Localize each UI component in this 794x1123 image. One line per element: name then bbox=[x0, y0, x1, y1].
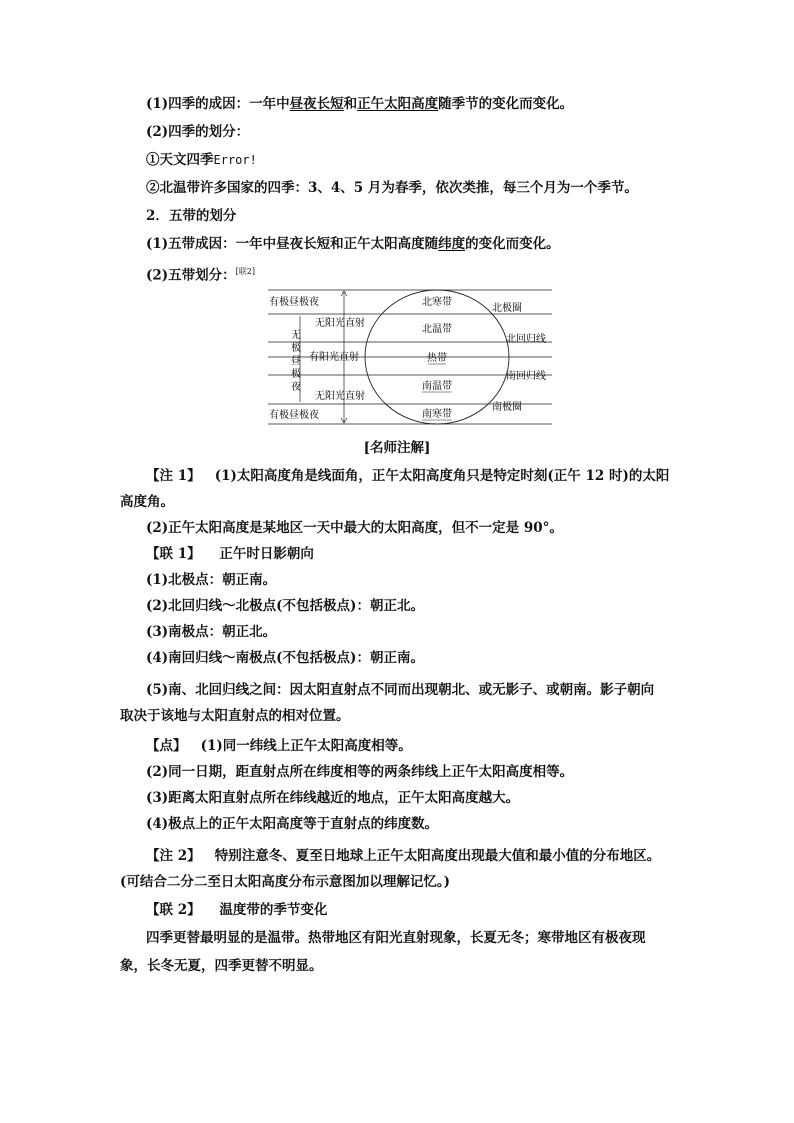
link-2-heading bbox=[146, 900, 327, 920]
link-2-text: 四季更替最明显的是温带。热带地区有阳光直射现象，长夏无冬；寒带地区有极夜现 bbox=[146, 930, 646, 946]
underlined-term: 纬度 bbox=[438, 236, 466, 252]
no-polar-day-night-vertical bbox=[291, 329, 301, 393]
note-tag: 【联 2】 bbox=[146, 902, 201, 918]
link-marker: [联2] bbox=[235, 267, 256, 276]
text-span: (1)太阳高度角是线面角，正午太阳高度角只是特定时刻(正午 12 时)的太阳 bbox=[214, 468, 670, 484]
text-span: 温度带的季节变化 bbox=[219, 902, 328, 918]
underlined-term: 昼夜长短 bbox=[289, 96, 344, 112]
north-temperate-seasons-line: ②北温带许多国家的四季：3、4、5 月为春季，依次类推，每三个月为一个季节。 bbox=[146, 180, 638, 196]
text-span: 随季节的变化而变化。 bbox=[438, 96, 574, 112]
zone-north-temperate: 北温带 bbox=[422, 324, 452, 335]
underlined-term: 正午太阳高度 bbox=[357, 96, 439, 112]
zone-tropical: 热带 bbox=[427, 353, 447, 364]
text-span: 和 bbox=[343, 96, 358, 112]
link-1-heading bbox=[146, 544, 314, 564]
text-span: (1)五带成因：一年中昼夜长短和正午太阳高度随 bbox=[146, 236, 439, 252]
five-zones-cause-line bbox=[146, 234, 560, 254]
svg-text:极: 极 bbox=[291, 369, 301, 380]
astronomical-seasons-line bbox=[146, 150, 257, 170]
text-span: (1)四季的成因：一年中 bbox=[146, 96, 290, 112]
link-1-item: (1)北极点：朝正南。 bbox=[146, 572, 277, 588]
season-cause-line bbox=[146, 94, 573, 114]
svg-text:无: 无 bbox=[291, 330, 301, 341]
point-item: (3)距离太阳直射点所在纬线越近的地点，正午太阳高度越大。 bbox=[146, 790, 520, 806]
note-2-line bbox=[146, 846, 660, 866]
zone-south-temperate: 南温带 bbox=[422, 381, 452, 392]
five-zones-heading: 2．五带的划分 bbox=[146, 208, 237, 224]
text-span: (1)同一纬线上正午太阳高度相等。 bbox=[200, 738, 412, 754]
note-tag: 【点】 bbox=[146, 738, 187, 754]
season-division-heading: (2)四季的划分： bbox=[146, 124, 250, 140]
polar-day-night-label-bottom: 有极昼极夜 bbox=[269, 410, 319, 421]
note-1-line bbox=[146, 466, 669, 486]
polar-day-night-label-top: 有极昼极夜 bbox=[269, 297, 319, 308]
note-tag: 【注 2】 bbox=[146, 848, 201, 864]
svg-text:夜: 夜 bbox=[291, 382, 301, 393]
arctic-circle-label: 北极圈 bbox=[492, 303, 522, 314]
direct-sun-label: 有阳光直射 bbox=[309, 352, 359, 363]
link-1-item: (4)南回归线～南极点(不包括极点)：朝正南。 bbox=[146, 650, 424, 666]
no-direct-sun-bottom: 无阳光直射 bbox=[315, 391, 365, 402]
point-item: (2)同一日期，距直射点所在纬度相等的两条纬线上正午太阳高度相等。 bbox=[146, 764, 574, 780]
text-span: (2)五带划分： bbox=[146, 267, 236, 284]
tropic-cancer-label: 北回归线 bbox=[506, 334, 546, 345]
svg-text:极: 极 bbox=[291, 343, 301, 354]
text-span: 的变化而变化。 bbox=[465, 236, 560, 252]
section-caption: [名师注解] bbox=[363, 440, 431, 456]
note-tag: 【注 1】 bbox=[146, 468, 201, 484]
tropic-capricorn-label: 南回归线 bbox=[506, 371, 546, 382]
five-zones-division-line bbox=[146, 262, 255, 286]
link-1-item: (3)南极点：朝正北。 bbox=[146, 624, 277, 640]
note-2-continuation: (可结合二分二至日太阳高度分布示意图加以理解记忆。) bbox=[120, 874, 451, 890]
point-item: (4)极点上的正午太阳高度等于直射点的纬度数。 bbox=[146, 816, 439, 832]
note-1-item-2: (2)正午太阳高度是某地区一天中最大的太阳高度，但不一定是 90°。 bbox=[146, 520, 563, 536]
five-zones-diagram bbox=[265, 288, 555, 430]
error-text: Error! bbox=[213, 153, 257, 167]
svg-text:昼: 昼 bbox=[291, 356, 301, 367]
text-span: 特别注意冬、夏至日地球上正午太阳高度出现最大值和最小值的分布地区。 bbox=[214, 848, 661, 864]
link-1-continuation: 取决于该地与太阳直射点的相对位置。 bbox=[120, 708, 350, 724]
zone-north-frigid: 北寒带 bbox=[422, 297, 452, 308]
note-1-continuation: 高度角。 bbox=[120, 494, 174, 510]
note-tag: 【联 1】 bbox=[146, 546, 201, 562]
link-1-item: (5)南、北回归线之间：因太阳直射点不同而出现朝北、或无影子、或朝南。影子朝向 bbox=[146, 682, 655, 698]
antarctic-circle-label: 南极圈 bbox=[492, 402, 522, 413]
text-span: 正午时日影朝向 bbox=[219, 546, 314, 562]
link-1-item: (2)北回归线～北极点(不包括极点)：朝正北。 bbox=[146, 598, 424, 614]
no-direct-sun-top: 无阳光直射 bbox=[315, 318, 365, 329]
text-span: ①天文四季 bbox=[146, 152, 214, 168]
point-heading bbox=[146, 736, 412, 756]
zone-south-frigid: 南寒带 bbox=[422, 409, 452, 420]
link-2-continuation: 象，长冬无夏，四季更替不明显。 bbox=[120, 958, 323, 974]
